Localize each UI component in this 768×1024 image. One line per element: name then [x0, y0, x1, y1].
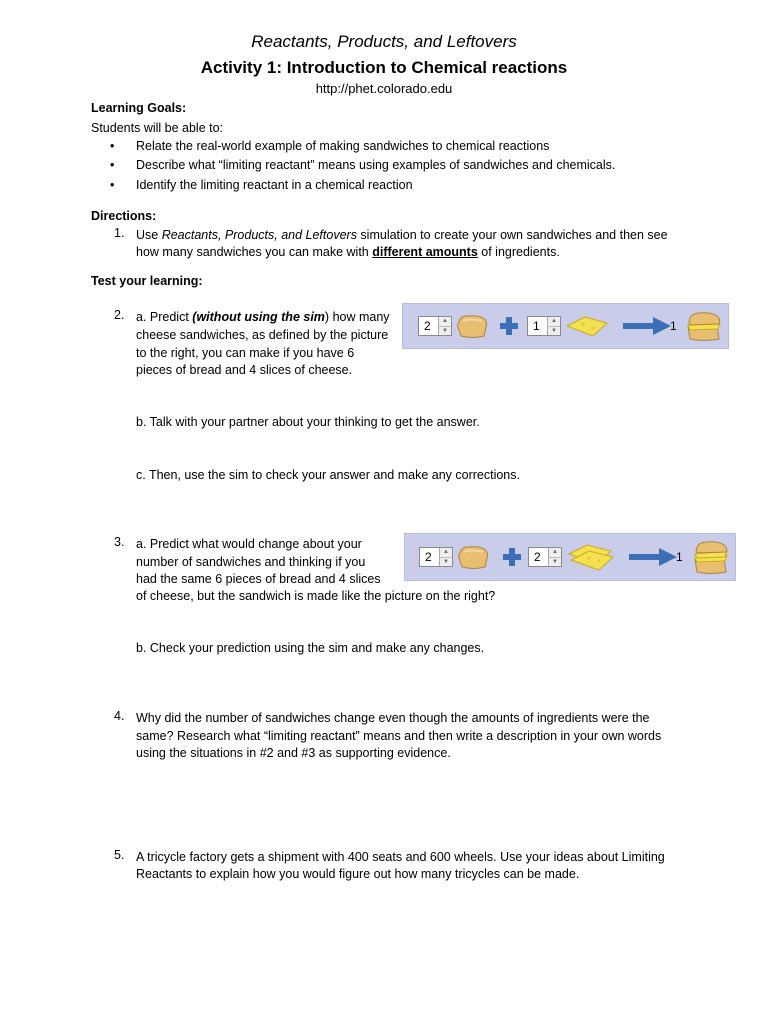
- q3a-line-4: of cheese, but the sandwich is made like the picture on the right?: [136, 589, 496, 603]
- bread-quantity-spinner[interactable]: 2 ▲ ▼: [418, 316, 452, 336]
- bullet-icon: •: [110, 178, 115, 192]
- directions-line-1: Use Reactants, Products, and Leftovers simulation to create your own sandwiches and then see: [136, 228, 668, 242]
- q3a-line-2: number of sandwiches and thinking if you: [136, 555, 366, 569]
- spin-down-icon: ▼: [439, 326, 451, 336]
- q2a-line-3: to the right, you can make if you have 6: [136, 346, 355, 360]
- cheese-quantity-spinner[interactable]: 1 ▲ ▼: [527, 316, 561, 336]
- q5-line-1: A tricycle factory gets a shipment with 400 seats and 600 wheels. Use your ideas about Limiting: [136, 850, 665, 864]
- sandwich-count: 1: [670, 319, 677, 333]
- source-url[interactable]: http://phet.colorado.edu: [315, 81, 453, 96]
- goal-item: [110, 139, 550, 153]
- q2a-line-4: pieces of bread and 4 slices of cheese.: [136, 363, 353, 377]
- spin-down-icon: ▼: [549, 557, 561, 567]
- plus-icon: [502, 547, 522, 567]
- spin-down-icon: ▼: [440, 557, 452, 567]
- item-number: 3.: [114, 535, 125, 549]
- sandwich-icon: [691, 537, 731, 577]
- spin-up-icon: ▲: [442, 318, 448, 324]
- test-heading: Test your learning:: [91, 274, 203, 288]
- cheese-quantity-spinner[interactable]: 2 ▲ ▼: [528, 547, 562, 567]
- arrow-icon: [623, 317, 671, 335]
- sim-equation-q2: [402, 303, 729, 349]
- item-number: 2.: [114, 308, 125, 322]
- item-number: 4.: [114, 709, 125, 723]
- directions-line-2: how many sandwiches you can make with different amounts of ingredients.: [136, 245, 560, 259]
- bread-icon: [455, 312, 491, 340]
- bullet-icon: •: [110, 158, 115, 172]
- q3b-text: b. Check your prediction using the sim and make any changes.: [136, 641, 485, 655]
- q2b-text: b. Talk with your partner about your thinking to get the answer.: [136, 415, 480, 429]
- document-title: Reactants, Products, and Leftovers: [251, 32, 517, 51]
- goal-item: [110, 178, 413, 192]
- q2a-line-1: a. Predict (without using the sim) how many: [136, 310, 390, 324]
- bread-quantity-spinner[interactable]: 2 ▲ ▼: [419, 547, 453, 567]
- item-number: 1.: [114, 226, 125, 240]
- spin-up-icon: ▲: [551, 318, 557, 324]
- q4-line-3: using the situations in #2 and #3 as supporting evidence.: [136, 746, 451, 760]
- goal-text: Describe what “limiting reactant” means using examples of sandwiches and chemicals.: [136, 158, 616, 172]
- q4-line-1: Why did the number of sandwiches change even though the amounts of ingredients were the: [136, 711, 650, 725]
- activity-subtitle: Activity 1: Introduction to Chemical reactions: [200, 58, 568, 77]
- q5-line-2: Reactants to explain how you would figure out how many tricycles can be made.: [136, 867, 580, 881]
- q2a-line-2: cheese sandwiches, as defined by the picture: [136, 328, 389, 342]
- q3a-line-1: a. Predict what would change about your: [136, 537, 362, 551]
- bullet-icon: •: [110, 139, 115, 153]
- sandwich-icon: [684, 308, 724, 344]
- plus-icon: [499, 316, 519, 336]
- learning-goals-intro: Students will be able to:: [91, 121, 224, 135]
- goal-text: Relate the real-world example of making sandwiches to chemical reactions: [136, 139, 550, 153]
- spin-up-icon: ▲: [443, 549, 449, 555]
- q3a-line-3: had the same 6 pieces of bread and 4 slices: [136, 572, 381, 586]
- cheese-icon: [567, 540, 615, 574]
- goal-text: Identify the limiting reactant in a chemical reaction: [136, 178, 413, 192]
- learning-goals-heading: Learning Goals:: [91, 101, 187, 115]
- cheese-icon: [565, 314, 609, 338]
- directions-heading: Directions:: [91, 209, 157, 223]
- sandwich-count: 1: [676, 550, 683, 564]
- q2c-text: c. Then, use the sim to check your answer and make any corrections.: [136, 468, 520, 482]
- spin-down-icon: ▼: [548, 326, 560, 336]
- item-number: 5.: [114, 848, 125, 862]
- bread-icon: [456, 543, 492, 571]
- sim-name: Reactants, Products, and Leftovers: [161, 228, 357, 242]
- emphasis-different-amounts: different amounts: [372, 245, 478, 259]
- spin-up-icon: ▲: [552, 549, 558, 555]
- q4-line-2: same? Research what “limiting reactant” means and then write a description in your own words: [136, 729, 662, 743]
- goal-item: [110, 158, 616, 172]
- sim-equation-q3: [404, 533, 736, 581]
- arrow-icon: [629, 548, 677, 566]
